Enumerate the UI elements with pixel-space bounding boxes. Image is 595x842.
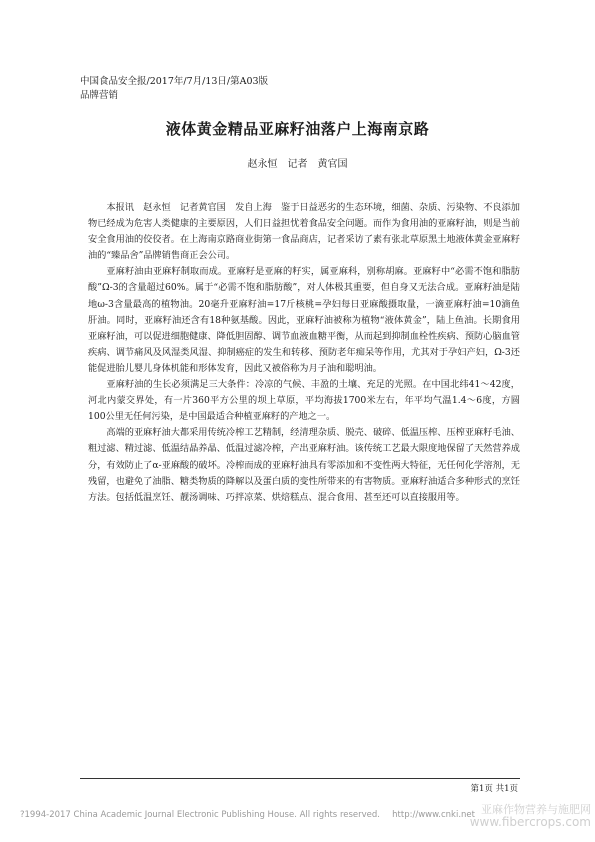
page-number: 第1页 共1页 [470,784,518,794]
paragraph: 亚麻籽油的生长必须满足三大条件：冷凉的气候、丰盈的土壤、充足的光照。在中国北纬41～42度，河北内蒙交界处，有一片360平方公里的坝上草原，平均海拔1700米左右，年平均气温1.4～6度，方圆100公里无任何污染，是中国最适合种植亚麻籽的产地之一。 [88,379,520,423]
copyright-text: ?1994-2017 China Academic Journal Electronic Publishing House. All rights reserved. [20,810,380,820]
footer-divider [80,778,520,779]
watermark-url: www.fibercrops.com [469,815,591,829]
paragraph: 高端的亚麻籽油大都采用传统冷榨工艺精制，经清理杂质、脱壳、破碎、低温压榨、压榨亚麻籽毛油、粗过滤、精过滤、低温结晶养晶、低温过滤冷榨，产出亚麻籽油。该传统工艺最大限度地保留了天然营养成分，有效防止了α-亚麻酸的破坏。冷榨而成的亚麻籽油具有零添加和不变性两大特征，无任何化学溶剂，无残留，也避免了油脂、糖类物质的降解以及蛋白质的变性所带来的有害物质。亚麻籽油适合多种形式的烹饪方法。包括低温烹饪、靓汤调味、巧拌凉菜、烘焙糕点、混合食用、甚至还可以直接服用等。 [88,427,520,503]
source-url[interactable]: http://www.cnki.net [392,810,475,820]
article-body [88,200,520,506]
source-info [80,75,268,103]
watermark [470,803,591,829]
paragraph: 本报讯 赵永恒 记者黄官国 发自上海 鉴于日益恶劣的生态环境，细菌、杂质、污染物、不良添加物已经成为危害人类健康的主要原因，人们日益担忧着食品安全问题。而作为食用油的亚麻籽油，则是当前安全食用油的佼佼者。在上海南京路商业街第一食品商店，记者采访了素有张北草原黑土地液体黄金亚麻籽油的“臻品舍”品牌销售商正会公司。 [88,202,520,262]
section-label: 品牌营销 [80,90,119,101]
article-byline: 赵永恒 记者 黄官国 [247,159,348,170]
watermark-title: 亚麻作物营养与施肥网 [481,803,591,816]
article-title: 液体黄金精品亚麻籽油落户上海南京路 [165,120,430,138]
publication-source: 中国食品安全报/2017年/7月/13日/第A03版 [80,76,269,87]
paragraph: 亚麻籽油由亚麻籽制取而成。亚麻籽是亚麻的籽实，属亚麻科，别称胡麻。亚麻籽中“必需不饱和脂肪酸”Ω-3的含量超过60%。属于“必需不饱和脂肪酸”，对人体极其重要，但自身又无法合成。亚麻籽油是陆地ω-3含量最高的植物油。20毫升亚麻籽油=17斤核桃=孕妇每日亚麻酸摄取量，一滴亚麻籽油=10滴鱼肝油。同时，亚麻籽油还含有18种氨基酸。因此，亚麻籽油被称为植物“液体黄金”，陆上鱼油。长期食用亚麻籽油，可以促进细胞健康、降低胆固醇、调节血液血糖平衡，从而起到抑制血栓性疾病、预防心脑血管疾病、调节痛风及风湿类风湿、抑制癌症的发生和转移、预防老年痴呆等作用，尤其对于孕妇产妇，Ω-3还能促进胎儿婴儿身体机能和形体发育，因此又被俗称为月子油和聪明油。 [88,266,520,374]
